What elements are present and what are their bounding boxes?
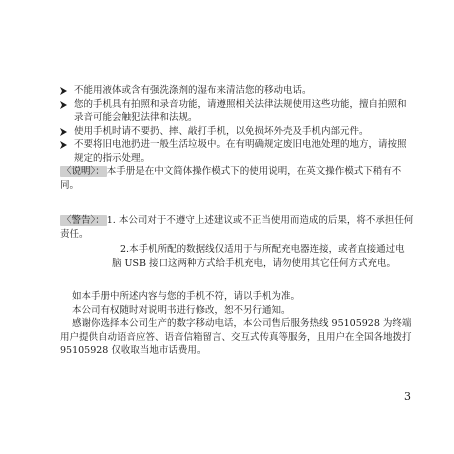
list-item xyxy=(60,98,414,125)
page-number: 3 xyxy=(404,390,411,403)
list-item-text: 不要将旧电池扔进一般生活垃圾中。在有明确规定废旧电池处理的地方，请按照规定的指示处理。 xyxy=(74,139,407,164)
note-paragraph xyxy=(60,165,414,192)
page-content xyxy=(60,84,414,358)
warning-item-1: 1. 本公司对于不遵守上述建议或不正当使用而造成的后果，将不承担任何责任。 xyxy=(60,215,414,240)
list-item-text: 使用手机时请不要扔、摔、敲打手机，以免损坏外壳及手机内部元件。 xyxy=(74,125,369,137)
closing-line-1: 如本手册中所述内容与您的手机不符，请以手机为准。 xyxy=(72,291,301,302)
closing-section xyxy=(60,290,414,358)
note-tag: 〈说明〉： xyxy=(62,166,105,177)
list-item xyxy=(60,138,414,165)
closing-line-3: 感谢你选择本公司生产的数字移动电话，本公司售后服务热线 95105928 为终端用户提供自动语音应答、语音信箱留言、交互式传真等服务，且用户在全国各地拨打 95105928 仅收取当地市话费用。 xyxy=(60,318,412,356)
closing-line-2: 本公司有权随时对说明书进行修改，恕不另行通知。 xyxy=(72,304,291,316)
arrow-bullet-icon xyxy=(60,125,74,136)
note-text: 本手册是在中文简体操作模式下的使用说明，在英文操作模式下稍有不同。 xyxy=(60,166,402,191)
warning-tag: 〈警告〉： xyxy=(62,215,105,226)
arrow-bullet-icon xyxy=(60,138,74,149)
list-item xyxy=(60,84,414,98)
warning-paragraph xyxy=(60,214,414,241)
arrow-bullet-icon xyxy=(60,84,74,95)
arrow-bullet-icon xyxy=(60,98,74,109)
precaution-list xyxy=(60,84,414,165)
list-item-text: 不能用液体或含有强洗涤剂的湿布来清洁您的移动电话。 xyxy=(74,85,312,96)
list-item-text: 您的手机具有拍照和录音功能，请遵照相关法律法规使用这些功能，擅自拍照和录音可能会触犯法律和法规。 xyxy=(74,98,407,123)
warning-item-2: 2.本手机所配的数据线仅适用于与所配充电器连接，或者直接通过电脑 USB 接口这两种方式给手机充电，请勿使用其它任何方式充电。 xyxy=(112,244,405,269)
list-item xyxy=(60,125,414,139)
